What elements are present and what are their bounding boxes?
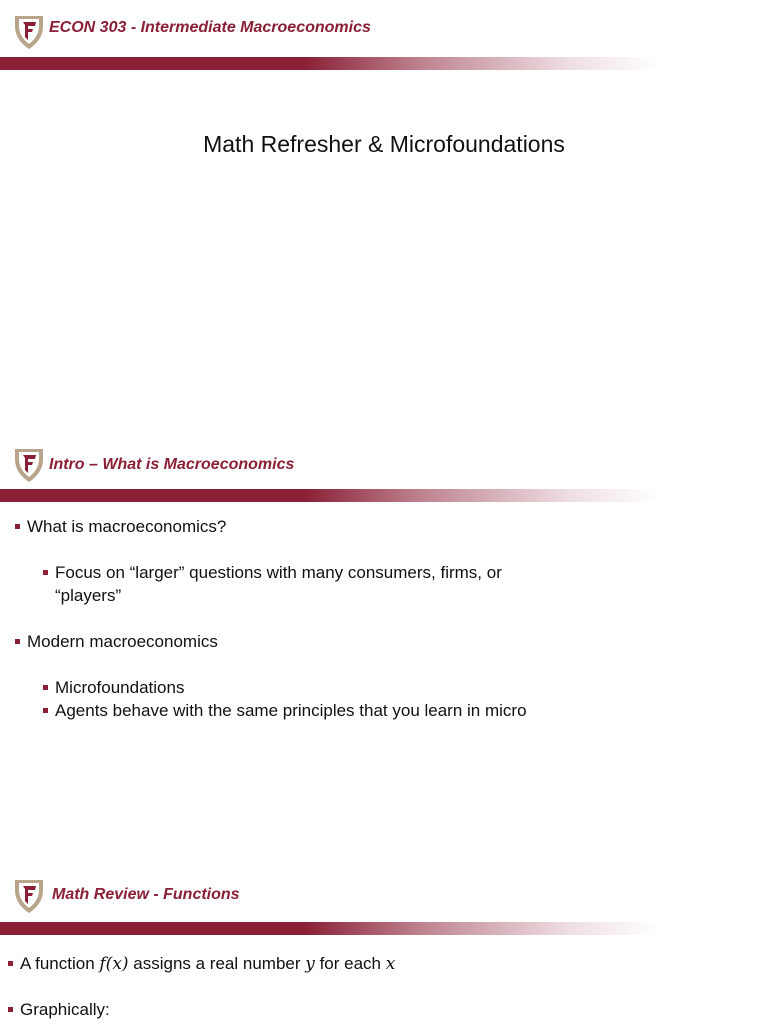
bullet-text: “players” <box>55 586 122 605</box>
bullet-marker <box>43 570 48 575</box>
course-header-title: ECON 303 - Intermediate Macroeconomics <box>49 19 371 36</box>
bullet-text: Graphically: <box>20 1000 110 1019</box>
sub-bullet-item <box>55 676 184 699</box>
bullet-item <box>27 630 218 653</box>
bullet-item <box>20 998 110 1021</box>
bullet-item <box>20 952 395 976</box>
bullet-text-part: A function <box>20 954 100 973</box>
bullet-text: Focus on “larger” questions with many consumers, firms, or <box>55 563 502 582</box>
section-header-title: Math Review - Functions <box>52 886 240 903</box>
math-expression: y <box>305 954 315 974</box>
slide-1 <box>0 0 768 420</box>
shield-logo-icon <box>13 877 45 915</box>
bullet-text-part: assigns a real number <box>128 954 306 973</box>
header-bar <box>0 57 660 70</box>
math-expression: x <box>385 954 396 974</box>
bullet-text: Modern macroeconomics <box>27 632 218 651</box>
bullet-text: What is macroeconomics? <box>27 517 227 536</box>
bullet-marker <box>8 1007 13 1012</box>
header-bar <box>0 489 660 502</box>
bullet-marker <box>15 524 20 529</box>
bullet-marker <box>15 639 20 644</box>
bullet-text: Microfoundations <box>55 678 185 697</box>
sub-bullet-continuation <box>55 584 121 607</box>
bullet-marker <box>8 961 13 966</box>
slide-3 <box>0 870 768 1024</box>
section-header-title: Intro – What is Macroeconomics <box>49 456 295 473</box>
bullet-text-part: for each <box>314 954 386 973</box>
slide-2 <box>0 440 768 860</box>
sub-bullet-item <box>55 699 527 722</box>
sub-bullet-item <box>55 561 502 584</box>
bullet-text: Agents behave with the same principles that you learn in micro <box>55 701 527 720</box>
math-expression: f(x) <box>99 954 129 974</box>
bullet-marker <box>43 708 48 713</box>
bullet-item <box>27 515 226 538</box>
shield-logo-icon <box>13 13 45 51</box>
slide-title: Math Refresher & Microfoundations <box>203 131 565 157</box>
bullet-marker <box>43 685 48 690</box>
header-bar <box>0 922 660 935</box>
shield-logo-icon <box>13 446 45 484</box>
